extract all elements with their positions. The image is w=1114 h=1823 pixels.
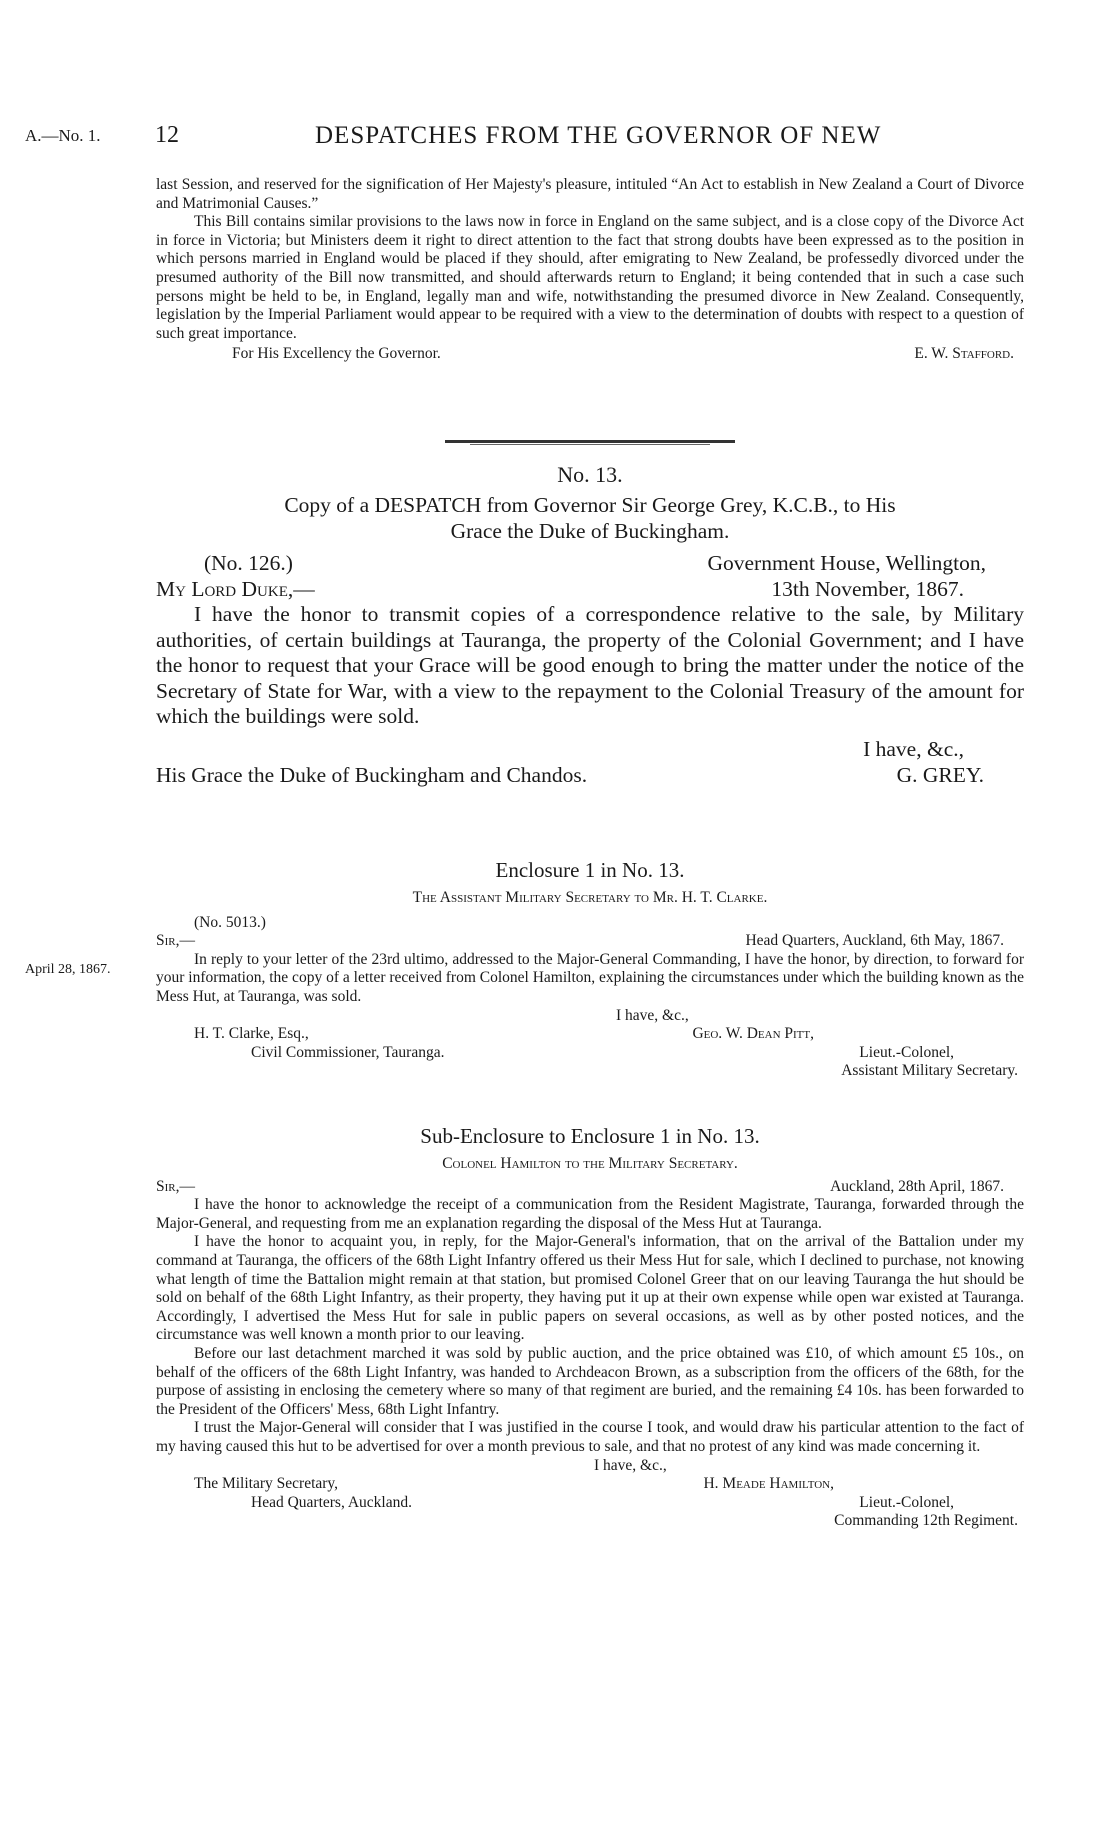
sub-enclosure-place-date: Auckland, 28th April, 1867. <box>830 1177 1004 1195</box>
sub-enclosure-salutation: Sir,— <box>156 1177 195 1195</box>
intro-signature-row <box>156 345 1024 364</box>
intro-sign-left: For His Excellency the Governor. <box>232 345 441 363</box>
despatch-heading-line-2: Grace the Duke of Buckingham. <box>450 519 730 543</box>
intro-paragraph-1: last Session, and reserved for the signification of Her Majesty's pleasure, intituled “An Act to establish in New Zealand a Court of Divorce and Matrimonial Causes.” <box>156 176 1024 212</box>
despatch-heading-line-1: Copy of a DESPATCH from Governor Sir George Grey, K.C.B., to His <box>284 493 896 517</box>
sub-enclosure-paragraph-3: Before our last detachment marched it was sold by public auction, and the price obtained was £10, of which amount £5 10s., on behalf of the officers of the 68th Light Infantry, was handed to Archdeacon Brown, as a subscription from the officers of the 68th, for the purpose of assisting in enclosing the cemetery where so many of that regiment are buried, and the remaining £4 10s. has been forwarded to the President of the Officers' Mess, 68th Light Infantry. <box>156 1344 1024 1418</box>
intro-paragraph-2: This Bill contains similar provisions to the laws now in force in England on the same subject, and is a close copy of the Divorce Act in force in Victoria; but Ministers deem it right to direct attention to the fact that strong doubts have been expressed as to the position in which persons married in England would be placed if they should, after emigrating to New Zealand, be professedly divorced under the presumed authority of the Bill now transmitted, and should afterwards return to England; it being contended that in such a case such persons might be held to be, in England, legally man and wife, notwithstanding the presumed divorce in New Zealand. Consequently, legislation by the Imperial Parliament would appear to be required with a view to the determination of doubts with respect to a question of such great importance. <box>156 213 1024 342</box>
despatch-number: No. 13. <box>557 462 623 487</box>
enclosure-1-sign-row-2 <box>156 1044 1024 1063</box>
enclosure-1-sign-row-1 <box>156 1025 1024 1044</box>
enclosure-1-addressee-2: Civil Commissioner, Tauranga. <box>251 1043 445 1061</box>
enclosure-1-title: Enclosure 1 in No. 13. <box>495 858 685 882</box>
page-number: 12 <box>155 122 179 148</box>
sub-enclosure-addressee-2: Head Quarters, Auckland. <box>251 1493 412 1511</box>
despatch-ref-number: (No. 126.) <box>204 551 293 575</box>
despatch-place: Government House, Wellington, <box>707 551 986 575</box>
enclosure-1-closing: I have, &c., <box>616 1006 689 1024</box>
despatch-date: 13th November, 1867. <box>771 577 964 601</box>
page-header <box>25 122 1085 156</box>
enclosure-1-section <box>156 858 1024 1081</box>
sub-enclosure-title: Sub-Enclosure to Enclosure 1 in No. 13. <box>420 1124 760 1148</box>
enclosure-1-signature-3: Assistant Military Secretary. <box>841 1062 1018 1080</box>
sub-enclosure-signature-1: H. Meade Hamilton, <box>703 1475 834 1493</box>
despatch-body: I have the honor to transmit copies of a correspondence relative to the sale, by Military authorities, of certain buildings at Tauranga, the property of the Colonial Government; and I have the honor to request that your Grace will be good enough to bring the matter under the notice of the Secretary of State for War, with a view to the repayment to the Colonial Treasury of the amount for which the buildings were sold. <box>156 602 1024 728</box>
section-divider-thin <box>470 444 710 445</box>
sub-enclosure-section <box>156 1124 1024 1531</box>
enclosure-1-body: In reply to your letter of the 23rd ultimo, addressed to the Major-General Commanding, I have the honor, by direction, to forward for your information, the copy of a letter received from Colonel Hamilton, explaining the circumstances under which the building known as the Mess Hut, at Tauranga, was sold. <box>156 950 1024 1005</box>
sub-enclosure-addressee-1: The Military Secretary, <box>194 1475 339 1493</box>
enclosure-1-ref-number: (No. 5013.) <box>194 913 266 931</box>
section-divider <box>445 440 735 443</box>
sub-enclosure-signature-3: Commanding 12th Regiment. <box>834 1512 1018 1530</box>
enclosure-1-place-date: Head Quarters, Auckland, 6th May, 1867. <box>745 932 1004 950</box>
sub-enclosure-paragraph-4: I trust the Major-General will consider that I was justified in the course I took, and would draw his particular attention to the fact of my having caused this hut to be advertised for over a month previous to sale, and that no protest of any kind was made concerning it. <box>156 1419 1024 1455</box>
sub-enclosure-subtitle: Colonel Hamilton to the Military Secretary. <box>442 1155 738 1172</box>
enclosure-1-salutation-row <box>156 932 1024 951</box>
enclosure-1-signature-2: Lieut.-Colonel, <box>859 1043 954 1061</box>
enclosure-1-salutation: Sir,— <box>156 932 195 950</box>
intro-section <box>156 176 1024 364</box>
sub-enclosure-signature-2: Lieut.-Colonel, <box>859 1493 954 1511</box>
despatch-signature: G. GREY. <box>896 762 984 787</box>
document-reference: A.—No. 1. <box>25 126 101 145</box>
despatch-section <box>156 462 1024 788</box>
sub-enclosure-sign-row-2 <box>156 1494 1024 1513</box>
sub-enclosure-sign-row-1 <box>156 1475 1024 1494</box>
sub-enclosure-closing: I have, &c., <box>594 1456 667 1474</box>
margin-date-note: April 28, 1867. <box>25 962 111 977</box>
sub-enclosure-paragraph-1: I have the honor to acknowledge the receipt of a communication from the Resident Magistrate, Tauranga, forwarded through the Major-General, and requesting from me an explanation regarding the disposal of the Mess Hut at Tauranga. <box>156 1196 1024 1232</box>
despatch-signature-row <box>156 762 1024 788</box>
running-title: DESPATCHES FROM THE GOVERNOR OF NEW <box>315 122 882 149</box>
enclosure-1-subtitle: The Assistant Military Secretary to Mr. H. T. Clarke. <box>412 889 768 906</box>
despatch-salutation: My Lord Duke,— <box>156 577 315 601</box>
sub-enclosure-paragraph-2: I have the honor to acquaint you, in reply, for the Major-General's information, that on the arrival of the Battalion under my command at Tauranga, the officers of the 68th Light Infantry offered us their Mess Hut for sale, which I declined to purchase, not knowing what length of time the Battalion might remain at that station, but promised Colonel Greer that on our leaving Tauranga the hut should be sold on behalf of the 68th Light Infantry, as their property, they having put it up at their own expense while open war existed at Tauranga. Accordingly, I advertised the Mess Hut for sale in public papers on several occasions, as well as by other posted notices, and the circumstance was well known a month prior to our leaving. <box>156 1233 1024 1344</box>
intro-sign-right: E. W. Stafford. <box>914 345 1014 363</box>
despatch-closing: I have, &c., <box>863 736 964 761</box>
enclosure-1-signature-1: Geo. W. Dean Pitt, <box>692 1025 814 1043</box>
despatch-addressee: His Grace the Duke of Buckingham and Chandos. <box>156 762 588 787</box>
despatch-ref-row <box>156 550 1024 576</box>
despatch-salutation-row <box>156 576 1024 602</box>
sub-enclosure-salutation-row <box>156 1178 1024 1197</box>
enclosure-1-addressee-1: H. T. Clarke, Esq., <box>194 1025 309 1043</box>
